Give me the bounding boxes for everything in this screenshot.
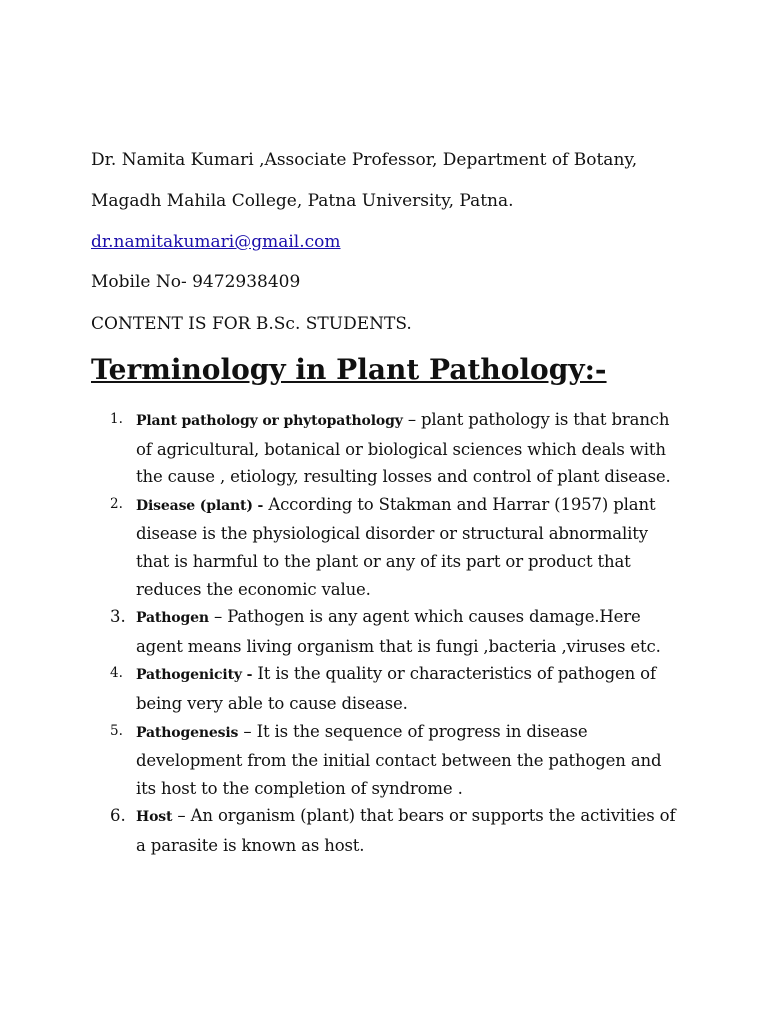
item-term: Pathogenesis xyxy=(136,724,239,741)
item-term: Host xyxy=(136,809,173,826)
list-item xyxy=(0,603,768,660)
list-item xyxy=(0,718,768,803)
item-term: Pathogenicity - xyxy=(136,667,253,684)
item-number: 5. xyxy=(110,722,123,739)
list-item xyxy=(0,660,768,717)
item-separator: – xyxy=(238,721,257,741)
page-title: Terminology in Plant Pathology:- xyxy=(91,353,607,386)
item-definition: It is the sequence of progress in disease development from the initial contact between the pathogen and its host to the completion of syndrome . xyxy=(136,721,662,798)
author-line: Dr. Namita Kumari ,Associate Professor, Department of Botany, xyxy=(91,150,638,170)
item-text xyxy=(136,718,681,803)
list-item xyxy=(0,802,768,859)
list-item xyxy=(0,491,768,603)
item-separator: – xyxy=(402,410,422,429)
item-definition: It is the quality or characteristics of pathogen of being very able to cause disease. xyxy=(136,664,656,713)
item-text xyxy=(136,603,681,660)
item-number: 4. xyxy=(110,665,123,682)
list-item xyxy=(0,406,768,491)
mobile-line: Mobile No- 9472938409 xyxy=(91,272,301,292)
item-definition: According to Stakman and Harrar (1957) plant disease is the physiological disorder or structural abnormality that is harmful to the plant or any of its part or product that reduces the economic value. xyxy=(136,494,656,599)
item-separator: – xyxy=(172,806,191,826)
terminology-list xyxy=(0,406,768,860)
item-term: Plant pathology or phytopathology xyxy=(136,413,403,429)
item-number: 1. xyxy=(110,411,123,427)
email-link[interactable]: dr.namitakumari@gmail.com xyxy=(91,232,341,252)
item-definition: Pathogen is any agent which causes damage.Here agent means living organism that is fungi ,bacteria ,viruses etc. xyxy=(136,607,661,656)
content-note: CONTENT IS FOR B.Sc. STUDENTS. xyxy=(91,314,412,334)
item-term: Pathogen xyxy=(136,610,209,627)
item-text xyxy=(136,406,681,491)
item-number: 6. xyxy=(110,806,126,826)
item-number: 3. xyxy=(110,607,126,627)
college-line: Magadh Mahila College, Patna University, Patna. xyxy=(91,191,514,211)
item-text xyxy=(136,802,681,859)
item-definition: An organism (plant) that bears or supports the activities of a parasite is known as host. xyxy=(136,806,676,855)
item-definition: plant pathology is that branch of agricultural, botanical or biological sciences which deals with the cause , etiology, resulting losses and control of plant disease. xyxy=(136,410,671,487)
item-term: Disease (plant) - xyxy=(136,497,264,514)
item-text xyxy=(136,491,681,603)
item-separator: – xyxy=(208,607,228,627)
item-number: 2. xyxy=(110,495,123,512)
item-text xyxy=(136,660,681,717)
